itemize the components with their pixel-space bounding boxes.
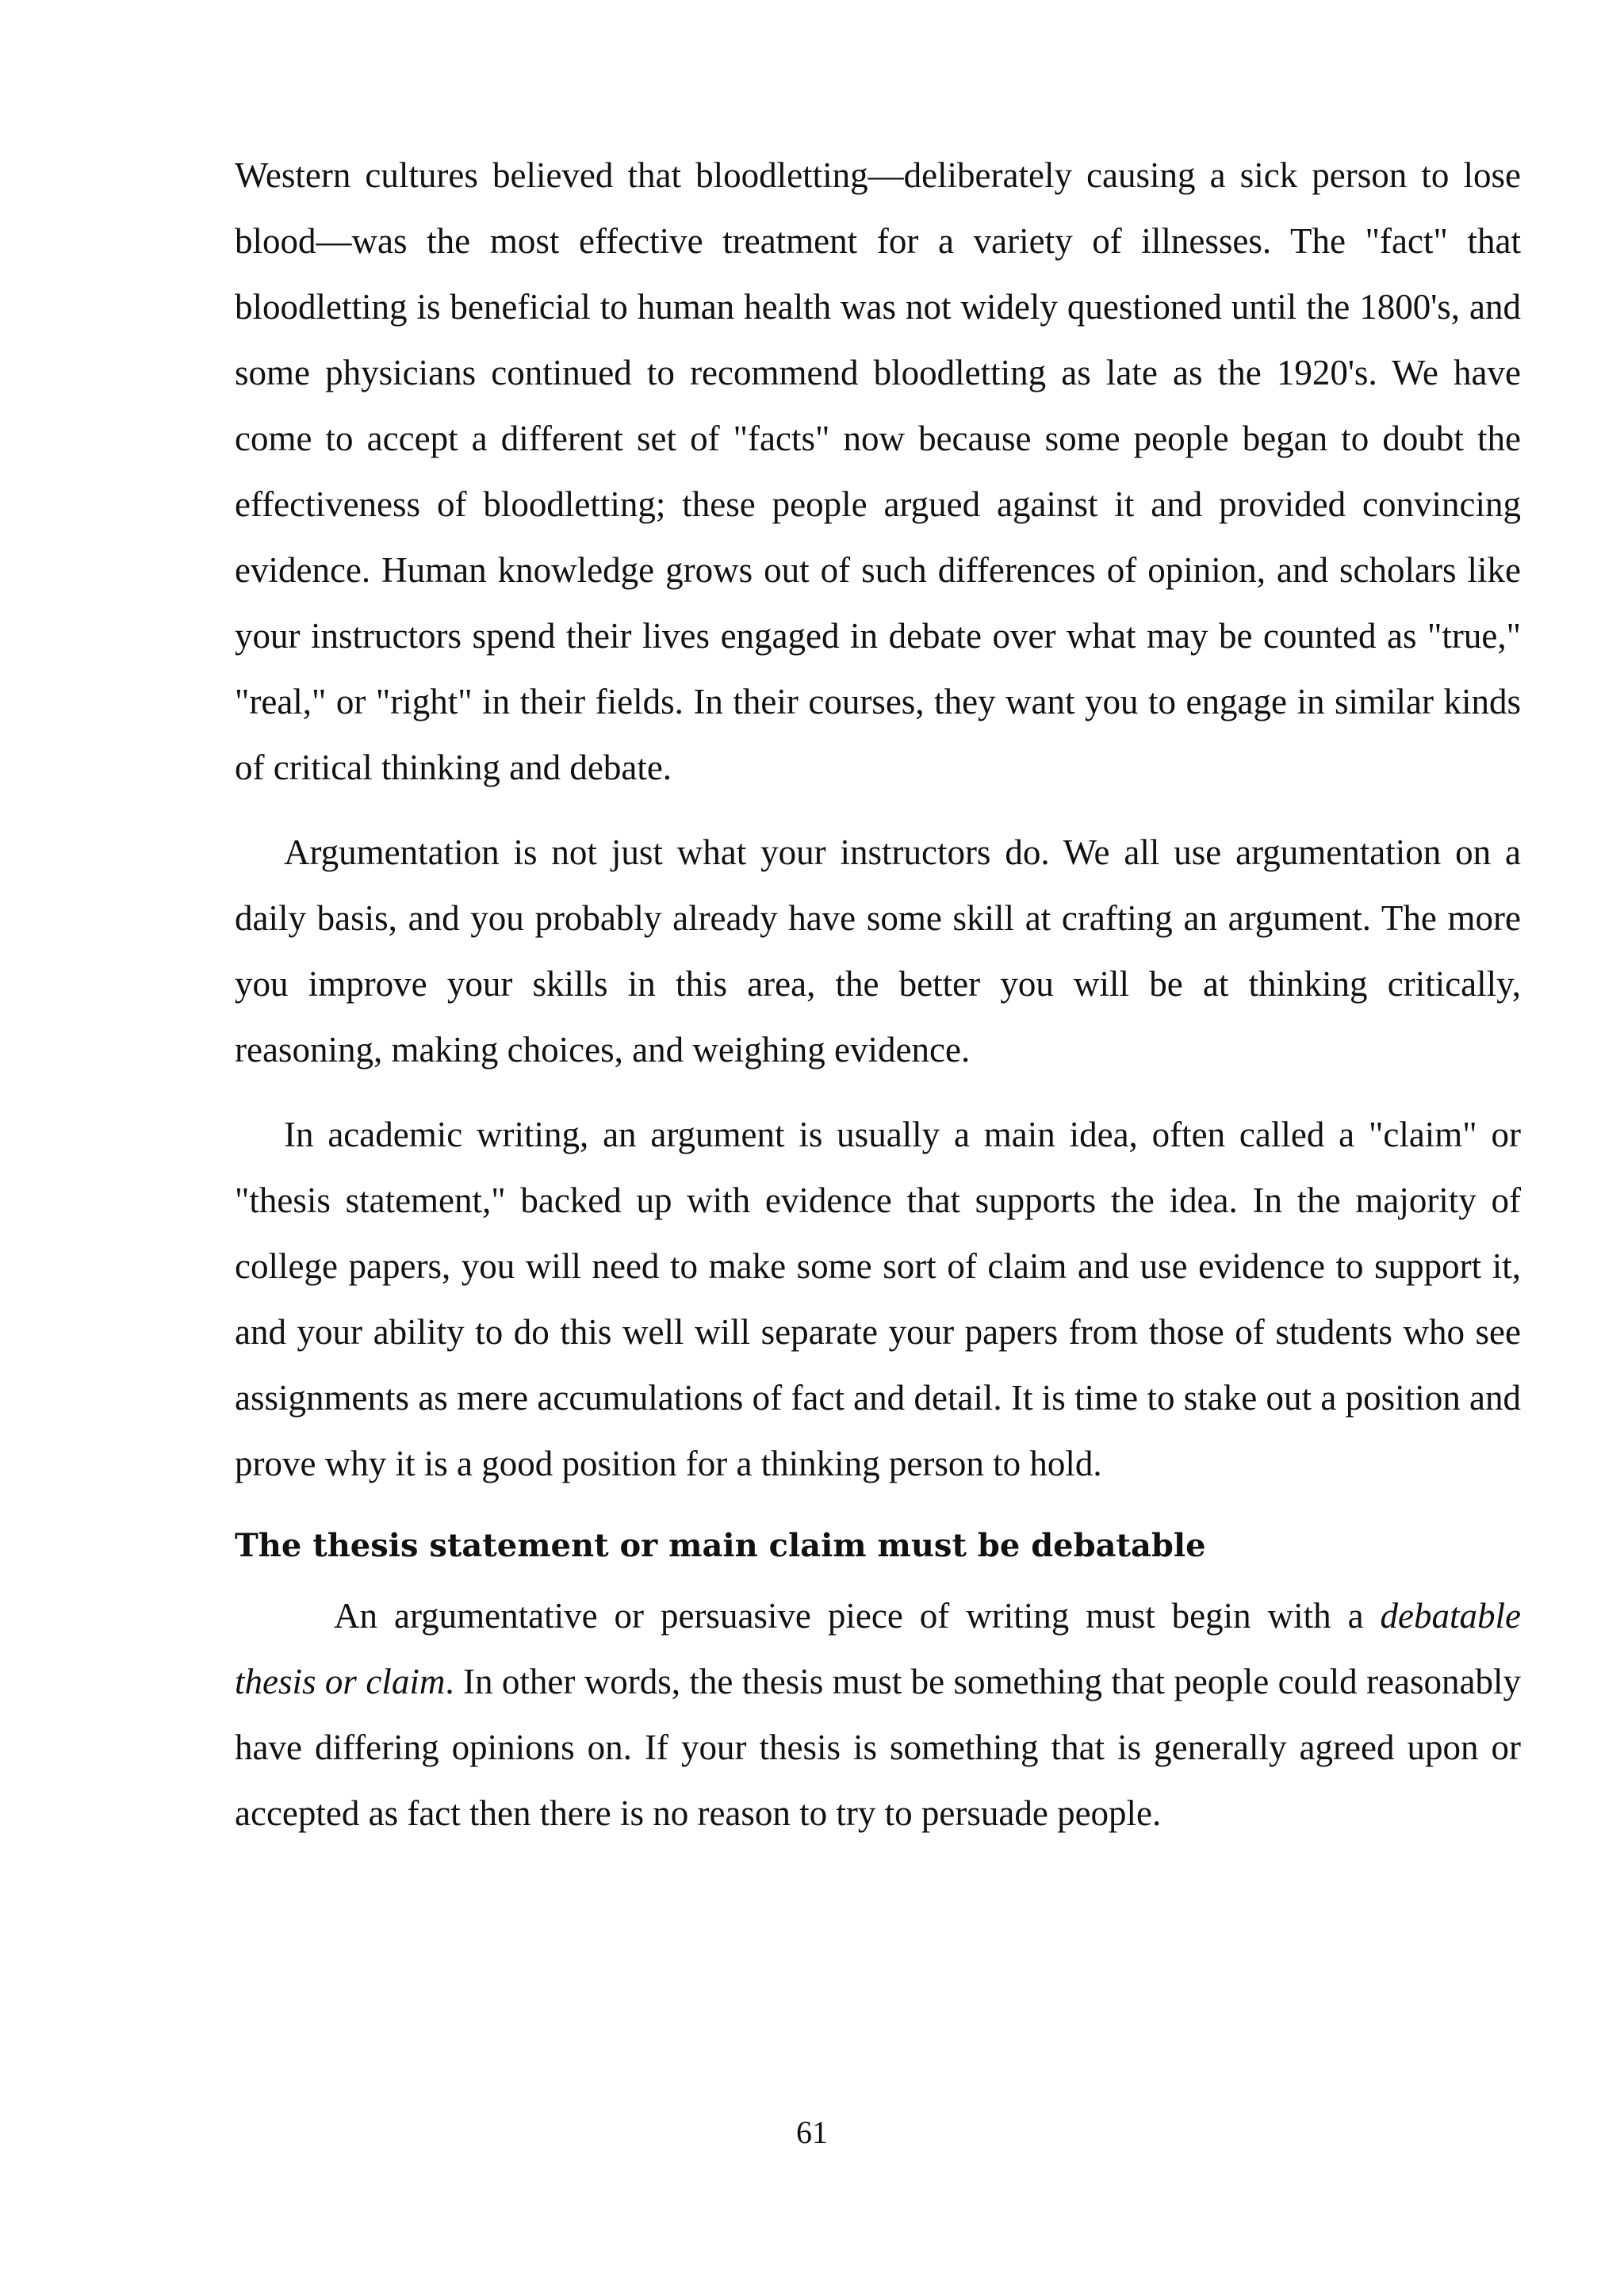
paragraph-academic-writing: In academic writing, an argument is usually a main idea, often called a "claim" or "thesis statement," backed up with evidence that supports the idea. In the majority of college papers, you will need to make some sort of claim and use evidence to support it, and your ability to do this well will separate your papers from those of students who see assignments as mere accumulations of fact and detail. It is time to stake out a position and prove why it is a good position for a thinking person to hold.: [235, 1115, 1521, 1483]
page-number: 61: [796, 2114, 828, 2150]
page-content: [235, 143, 1521, 1846]
paragraph-debatable-thesis: [235, 1583, 1521, 1846]
section-heading: The thesis statement or main claim must be debatable: [235, 1527, 1206, 1564]
paragraph-bloodletting: Western cultures believed that bloodletting—deliberately causing a sick person to lose blood—was the most effective treatment for a variety of illnesses. The "fact" that bloodletting is beneficial to human health was not widely questioned until the 1800's, and some physicians continued to recommend bloodletting as late as the 1920's. We have come to accept a different set of "facts" now because some people began to doubt the effectiveness of bloodletting; these people argued against it and provided convincing evidence. Human knowledge grows out of such differences of opinion, and scholars like your instructors spend their lives engaged in debate over what may be counted as "true," "real," or "right" in their fields. In their courses, they want you to engage in similar kinds of critical thinking and debate.: [235, 155, 1521, 787]
paragraph-argumentation: Argumentation is not just what your instructors do. We all use argumentation on a daily basis, and you probably already have some skill at crafting an argument. The more you improve your skills in this area, the better you will be at thinking critically, reasoning, making choices, and weighing evidence.: [235, 832, 1521, 1070]
paragraph-emphasis: debatable thesis or claim: [235, 1596, 1521, 1701]
paragraph-lead: An argumentative or persuasive piece of writing must begin with a: [334, 1596, 1381, 1636]
paragraph-rest: . In other words, the thesis must be something that people could reasonably have differing opinions on. If your thesis is something that is generally agreed upon or accepted as fact then there is no reason to try to persuade people.: [235, 1662, 1521, 1833]
